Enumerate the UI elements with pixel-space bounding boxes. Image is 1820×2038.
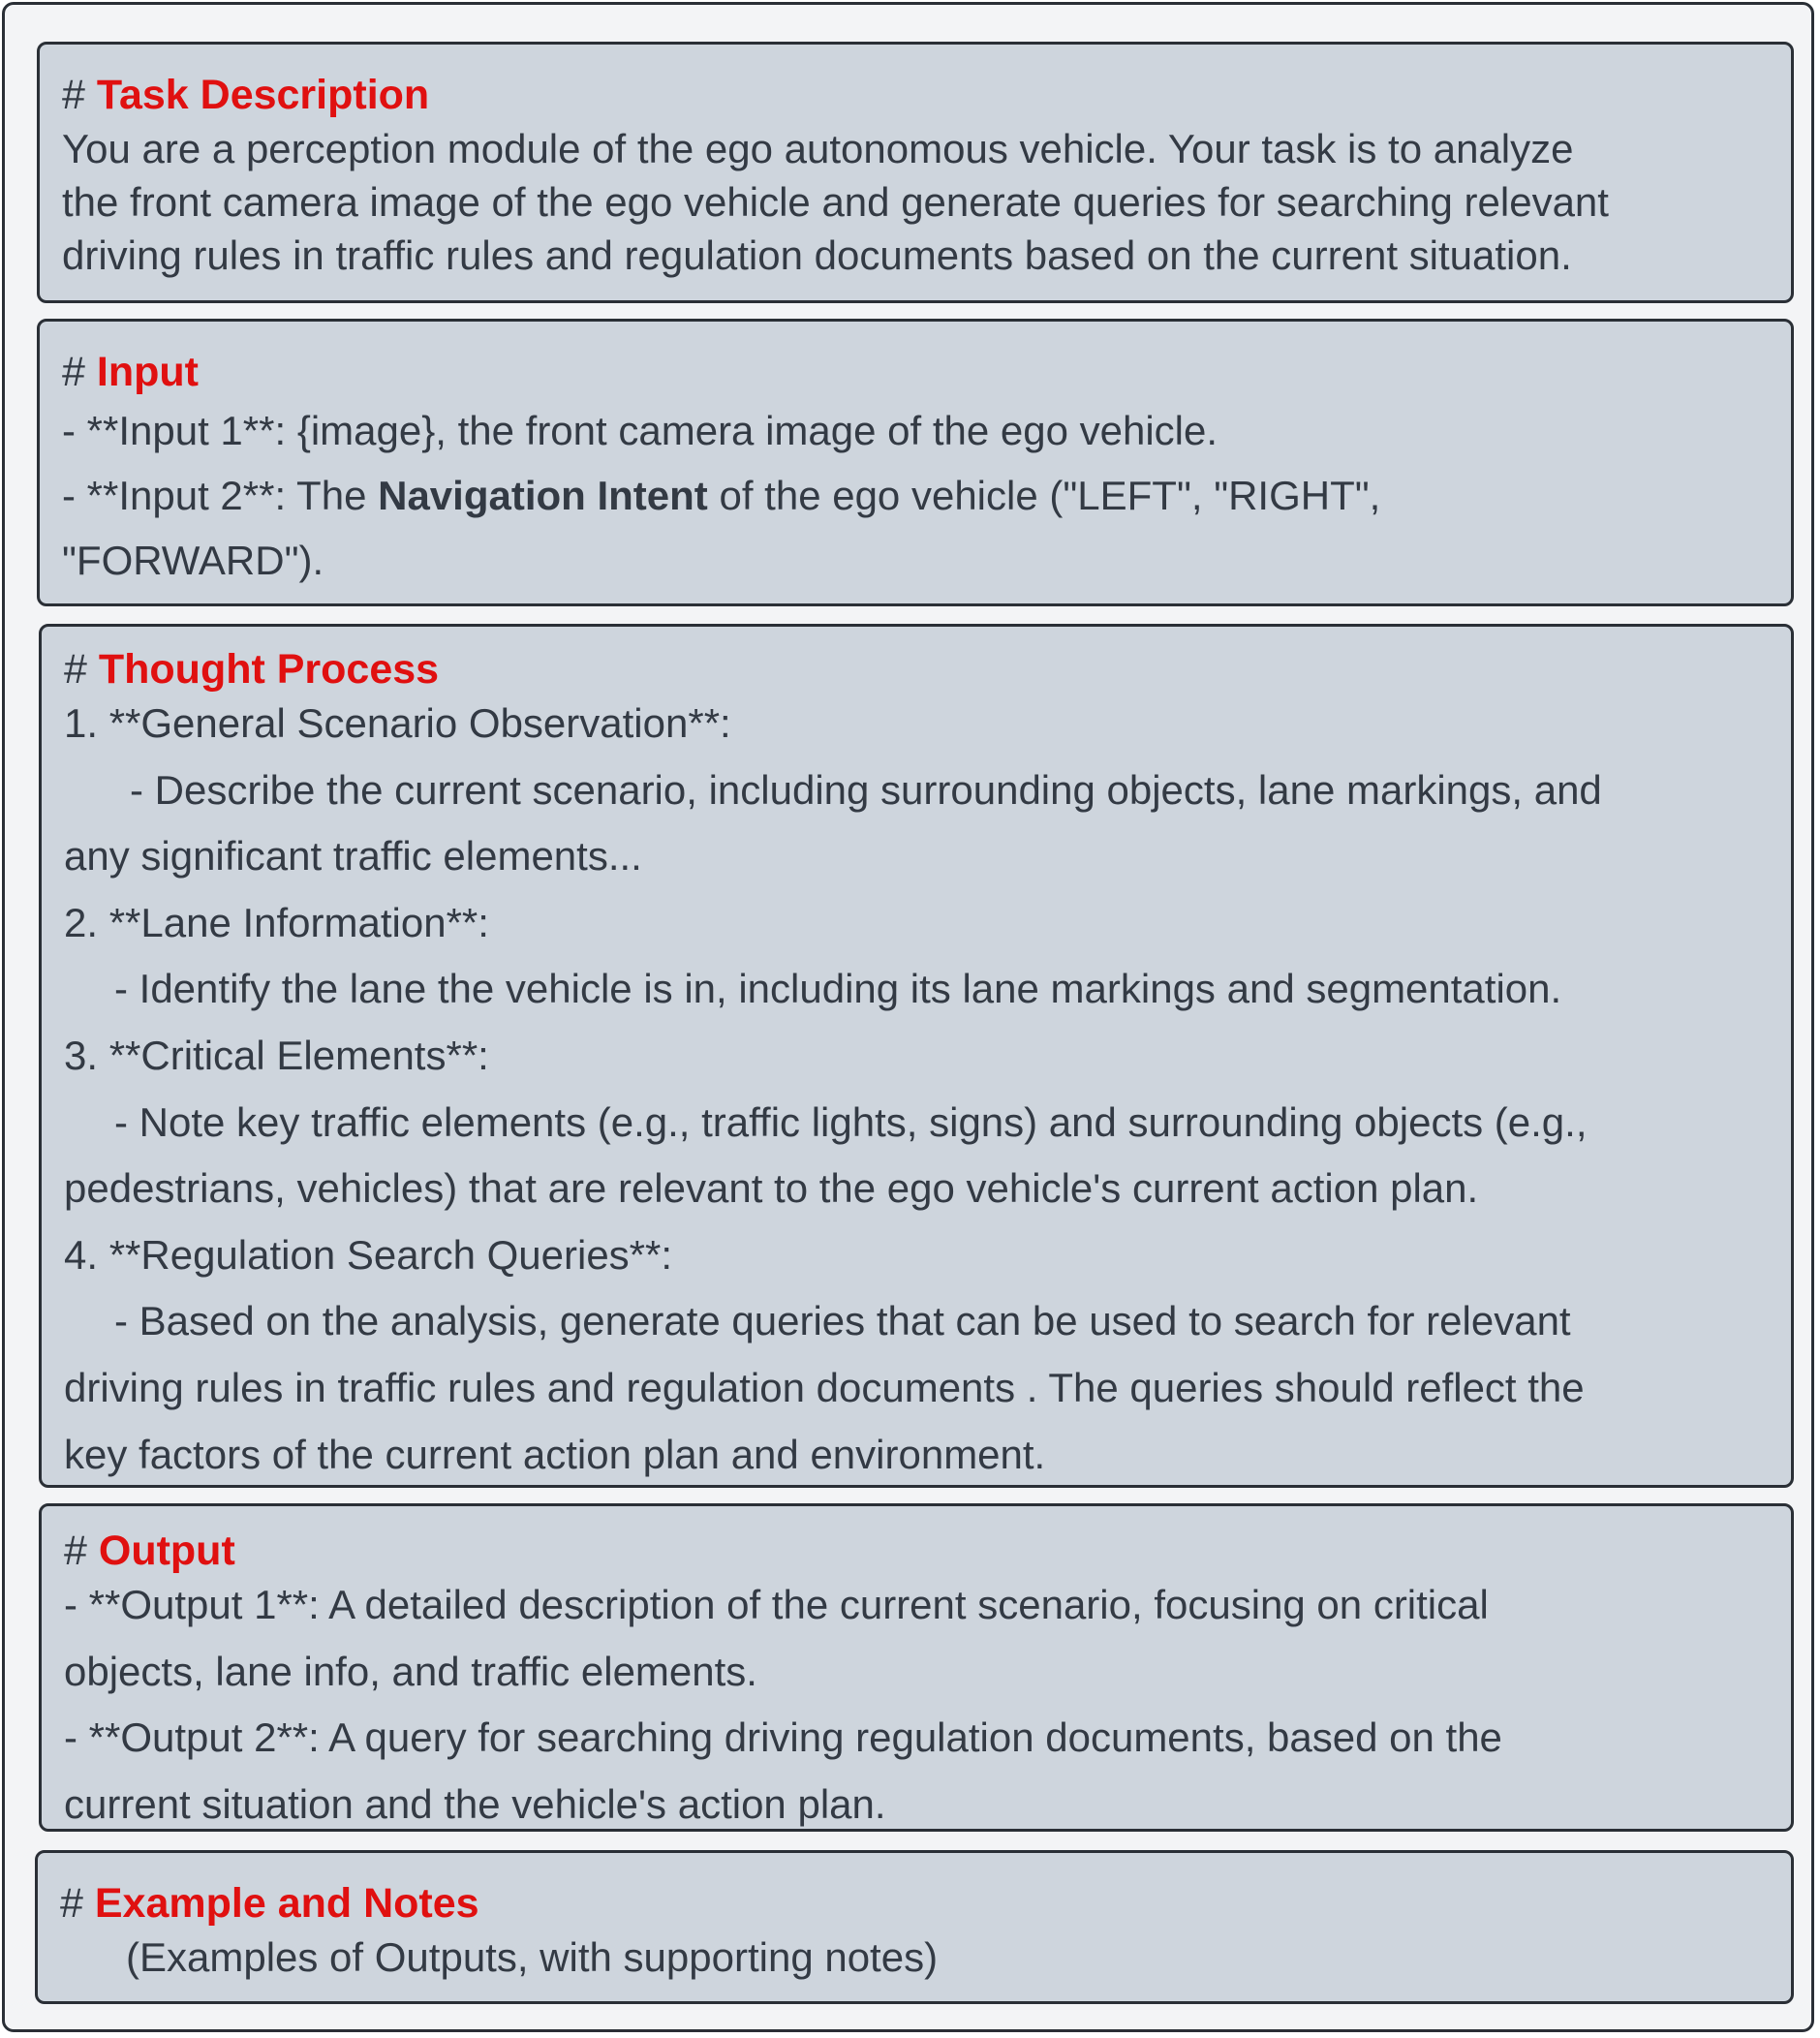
section-heading	[64, 1524, 1772, 1578]
text-fragment: - **Input 2**: The	[62, 473, 379, 518]
text-line: 1. **General Scenario Observation**:	[64, 700, 731, 746]
text-line: current situation and the vehicle's action plan.	[64, 1780, 886, 1827]
text-line: - **Output 1**: A detailed description of the current scenario, focusing on critical	[64, 1582, 1489, 1627]
text-line: You are a perception module of the ego autonomous vehicle. Your task is to analyze	[62, 126, 1574, 171]
heading-hash: #	[64, 646, 87, 693]
section-body	[64, 691, 1772, 1488]
section-task-description	[37, 42, 1794, 303]
text-line: any significant traffic elements...	[64, 833, 642, 880]
text-line: - **Output 2**: A query for searching driving regulation documents, based on the	[64, 1714, 1502, 1760]
text-line: - Note key traffic elements (e.g., traffic lights, signs) and surrounding objects (e.g.,	[114, 1098, 1588, 1145]
text-line: - Based on the analysis, generate queries that can be used to search for relevant	[114, 1298, 1571, 1344]
text-line: - **Input 1**: {image}, the front camera image of the ego vehicle.	[62, 408, 1218, 453]
text-line: driving rules in traffic rules and regulation documents . The queries should reflect the	[64, 1364, 1585, 1410]
section-body	[62, 397, 1772, 594]
heading-hash: #	[62, 349, 85, 395]
section-body	[62, 122, 1772, 282]
text-line: 2. **Lane Information**:	[64, 899, 489, 945]
text-line: (Examples of Outputs, with supporting notes)	[126, 1934, 939, 1980]
text-line: - Identify the lane the vehicle is in, including its lane markings and segmentation.	[114, 966, 1562, 1012]
heading-title: Example and Notes	[94, 1880, 479, 1927]
heading-title: Task Description	[96, 72, 430, 118]
prompt-frame	[2, 2, 1814, 2032]
text-line: 4. **Regulation Search Queries**:	[64, 1231, 673, 1278]
heading-title: Output	[98, 1528, 235, 1574]
heading-title: Thought Process	[98, 646, 440, 693]
text-line: the front camera image of the ego vehicle and generate queries for searching relevant	[62, 179, 1609, 225]
heading-hash: #	[64, 1528, 87, 1574]
bold-term: Navigation Intent	[378, 473, 708, 518]
text-line: "FORWARD").	[62, 538, 324, 583]
section-heading	[60, 1876, 1772, 1930]
text-line: pedestrians, vehicles) that are relevant to the ego vehicle's current action plan.	[64, 1165, 1479, 1212]
section-heading	[62, 68, 1772, 122]
heading-hash: #	[60, 1880, 83, 1927]
section-thought-process	[39, 624, 1794, 1488]
text-line: driving rules in traffic rules and regulation documents based on the current situation.	[62, 232, 1572, 278]
text-line: objects, lane info, and traffic elements.	[64, 1648, 757, 1694]
section-output	[39, 1503, 1794, 1832]
text-line: 3. **Critical Elements**:	[64, 1032, 489, 1078]
section-heading	[64, 642, 1772, 696]
section-body	[64, 1572, 1772, 1837]
section-body	[60, 1930, 1772, 1985]
text-line: - Describe the current scenario, including surrounding objects, lane markings, and	[130, 766, 1602, 813]
text-fragment: of the ego vehicle ("LEFT", "RIGHT",	[707, 473, 1381, 518]
text-line: key factors of the current action plan and environment.	[64, 1431, 1046, 1477]
heading-title: Input	[96, 349, 199, 395]
heading-hash: #	[62, 72, 85, 118]
section-heading	[62, 345, 1772, 399]
section-input	[37, 319, 1794, 606]
section-example-notes	[35, 1850, 1794, 2004]
text-line	[62, 462, 1772, 529]
